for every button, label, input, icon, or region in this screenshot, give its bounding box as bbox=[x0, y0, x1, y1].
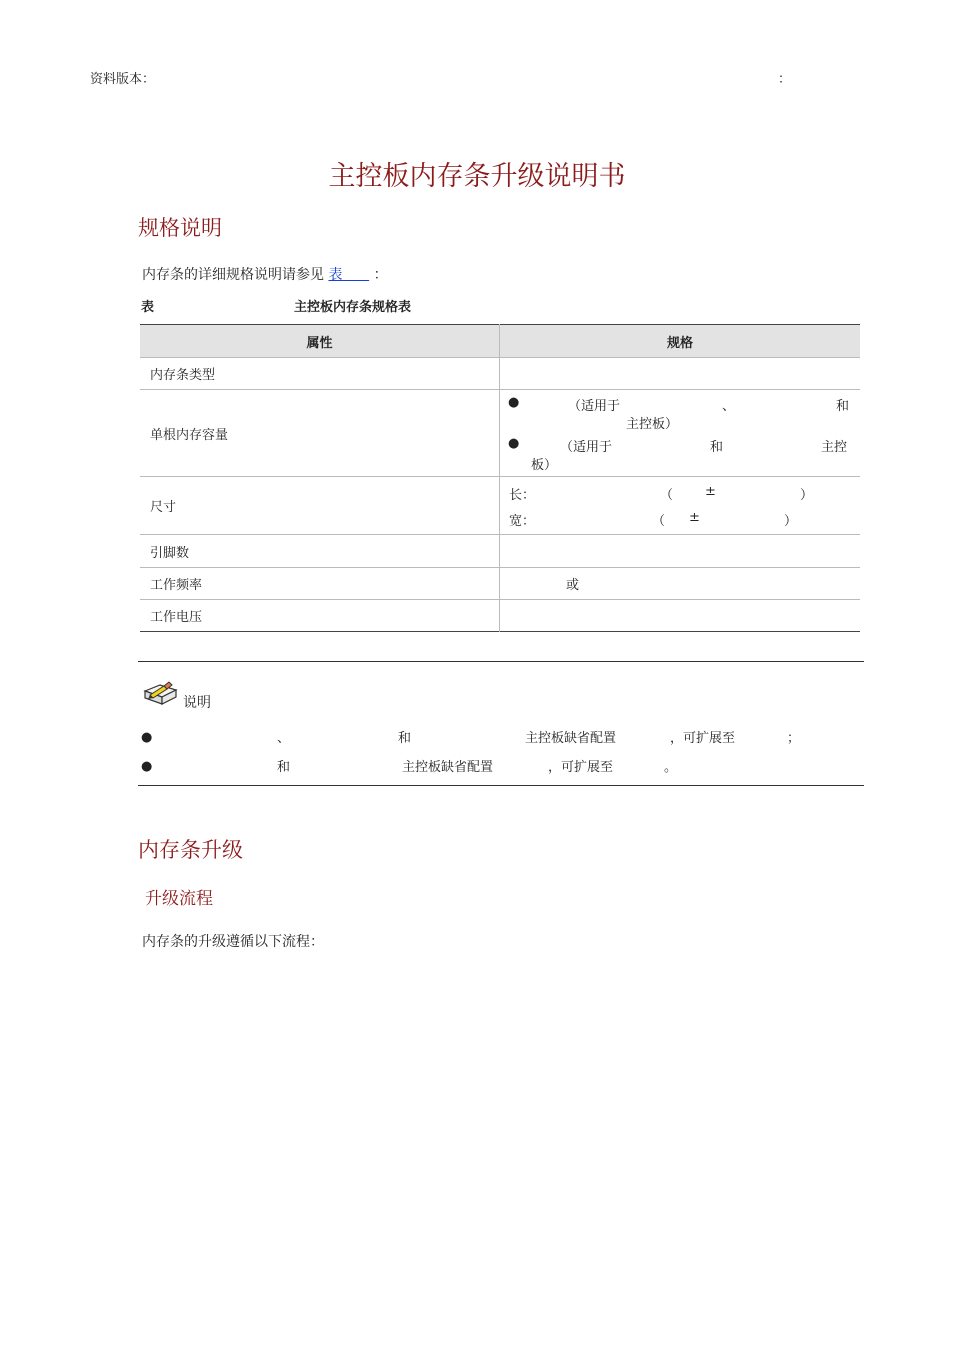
document-title: 主控板内存条升级说明书 bbox=[328, 161, 626, 192]
spec-capacity bbox=[500, 390, 861, 477]
cap-b2-applies: （适用于 bbox=[560, 440, 613, 455]
intro-paragraph bbox=[142, 264, 388, 284]
note1-default: 主控板缺省配置 bbox=[525, 731, 617, 746]
bullet-icon: ● bbox=[141, 730, 153, 745]
spec-table bbox=[140, 324, 860, 632]
header-attr: 属性 bbox=[140, 325, 500, 358]
size-width-close: ） bbox=[784, 514, 798, 529]
attr-freq: 工作频率 bbox=[140, 568, 500, 600]
attr-voltage: 工作电压 bbox=[140, 600, 500, 632]
size-length-label: 长： bbox=[509, 488, 536, 503]
size-length-pm: ± bbox=[705, 484, 716, 499]
size-width-open: （ bbox=[652, 514, 666, 529]
table-row bbox=[140, 535, 860, 568]
note2-expand: ，可扩展至 bbox=[548, 760, 614, 775]
note1-expand: ，可扩展至 bbox=[670, 731, 736, 746]
section-heading-upgrade: 内存条升级 bbox=[138, 838, 243, 862]
size-width-pm: ± bbox=[689, 510, 700, 525]
intro-text: 内存条的详细规格说明请参见 bbox=[142, 267, 324, 283]
note-bottom-rule bbox=[138, 785, 864, 786]
section-heading-spec: 规格说明 bbox=[138, 216, 222, 240]
spec-freq: 或 bbox=[500, 568, 861, 600]
cap-b2-tail2: 板） bbox=[531, 458, 558, 473]
table-caption-label: 表 bbox=[141, 300, 155, 315]
intro-end: ： bbox=[373, 267, 388, 283]
table-row bbox=[140, 390, 860, 477]
cap-b1-applies: （适用于 bbox=[568, 399, 621, 414]
note-pencil-icon bbox=[142, 681, 180, 715]
table-link-gap[interactable] bbox=[342, 267, 369, 283]
header-spec: 规格 bbox=[500, 325, 861, 358]
note2-end: 。 bbox=[664, 760, 678, 775]
size-length-close: ） bbox=[800, 488, 814, 503]
attr-pins: 引脚数 bbox=[140, 535, 500, 568]
version-label: 资料版本： bbox=[90, 72, 156, 87]
note-label: 说明 bbox=[183, 695, 211, 711]
cap-b1-tail: 主控板） bbox=[626, 417, 679, 432]
cap-b2-tail1: 主控 bbox=[821, 440, 848, 455]
table-link[interactable]: 表 bbox=[328, 267, 343, 283]
attr-size: 尺寸 bbox=[140, 477, 500, 535]
header-right-mark: ： bbox=[778, 72, 792, 87]
cap-b2-and: 和 bbox=[710, 440, 724, 455]
subsection-heading-process: 升级流程 bbox=[145, 889, 213, 909]
table-caption-title: 主控板内存条规格表 bbox=[294, 300, 412, 315]
spec-pins bbox=[500, 535, 861, 568]
spec-size bbox=[500, 477, 861, 535]
note1-sep: 、 bbox=[277, 731, 291, 746]
cap-b1-sep: 、 bbox=[722, 399, 736, 414]
table-row bbox=[140, 358, 860, 390]
bullet-icon: ● bbox=[141, 759, 153, 774]
note2-default: 主控板缺省配置 bbox=[402, 760, 494, 775]
table-row bbox=[140, 477, 860, 535]
process-paragraph: 内存条的升级遵循以下流程： bbox=[142, 934, 324, 950]
table-row bbox=[140, 600, 860, 632]
size-width-label: 宽： bbox=[509, 514, 536, 529]
spec-type bbox=[500, 358, 861, 390]
bullet-icon: ● bbox=[508, 395, 520, 410]
cap-b1-and: 和 bbox=[836, 399, 850, 414]
note-top-rule bbox=[138, 661, 864, 662]
bullet-icon: ● bbox=[508, 436, 520, 451]
table-header-row bbox=[140, 325, 860, 358]
note1-and: 和 bbox=[398, 731, 412, 746]
table-row bbox=[140, 568, 860, 600]
note2-and: 和 bbox=[277, 760, 291, 775]
attr-capacity: 单根内存容量 bbox=[140, 390, 500, 477]
attr-type: 内存条类型 bbox=[140, 358, 500, 390]
spec-voltage bbox=[500, 600, 861, 632]
note1-end: ； bbox=[787, 731, 801, 746]
size-length-open: （ bbox=[660, 488, 674, 503]
